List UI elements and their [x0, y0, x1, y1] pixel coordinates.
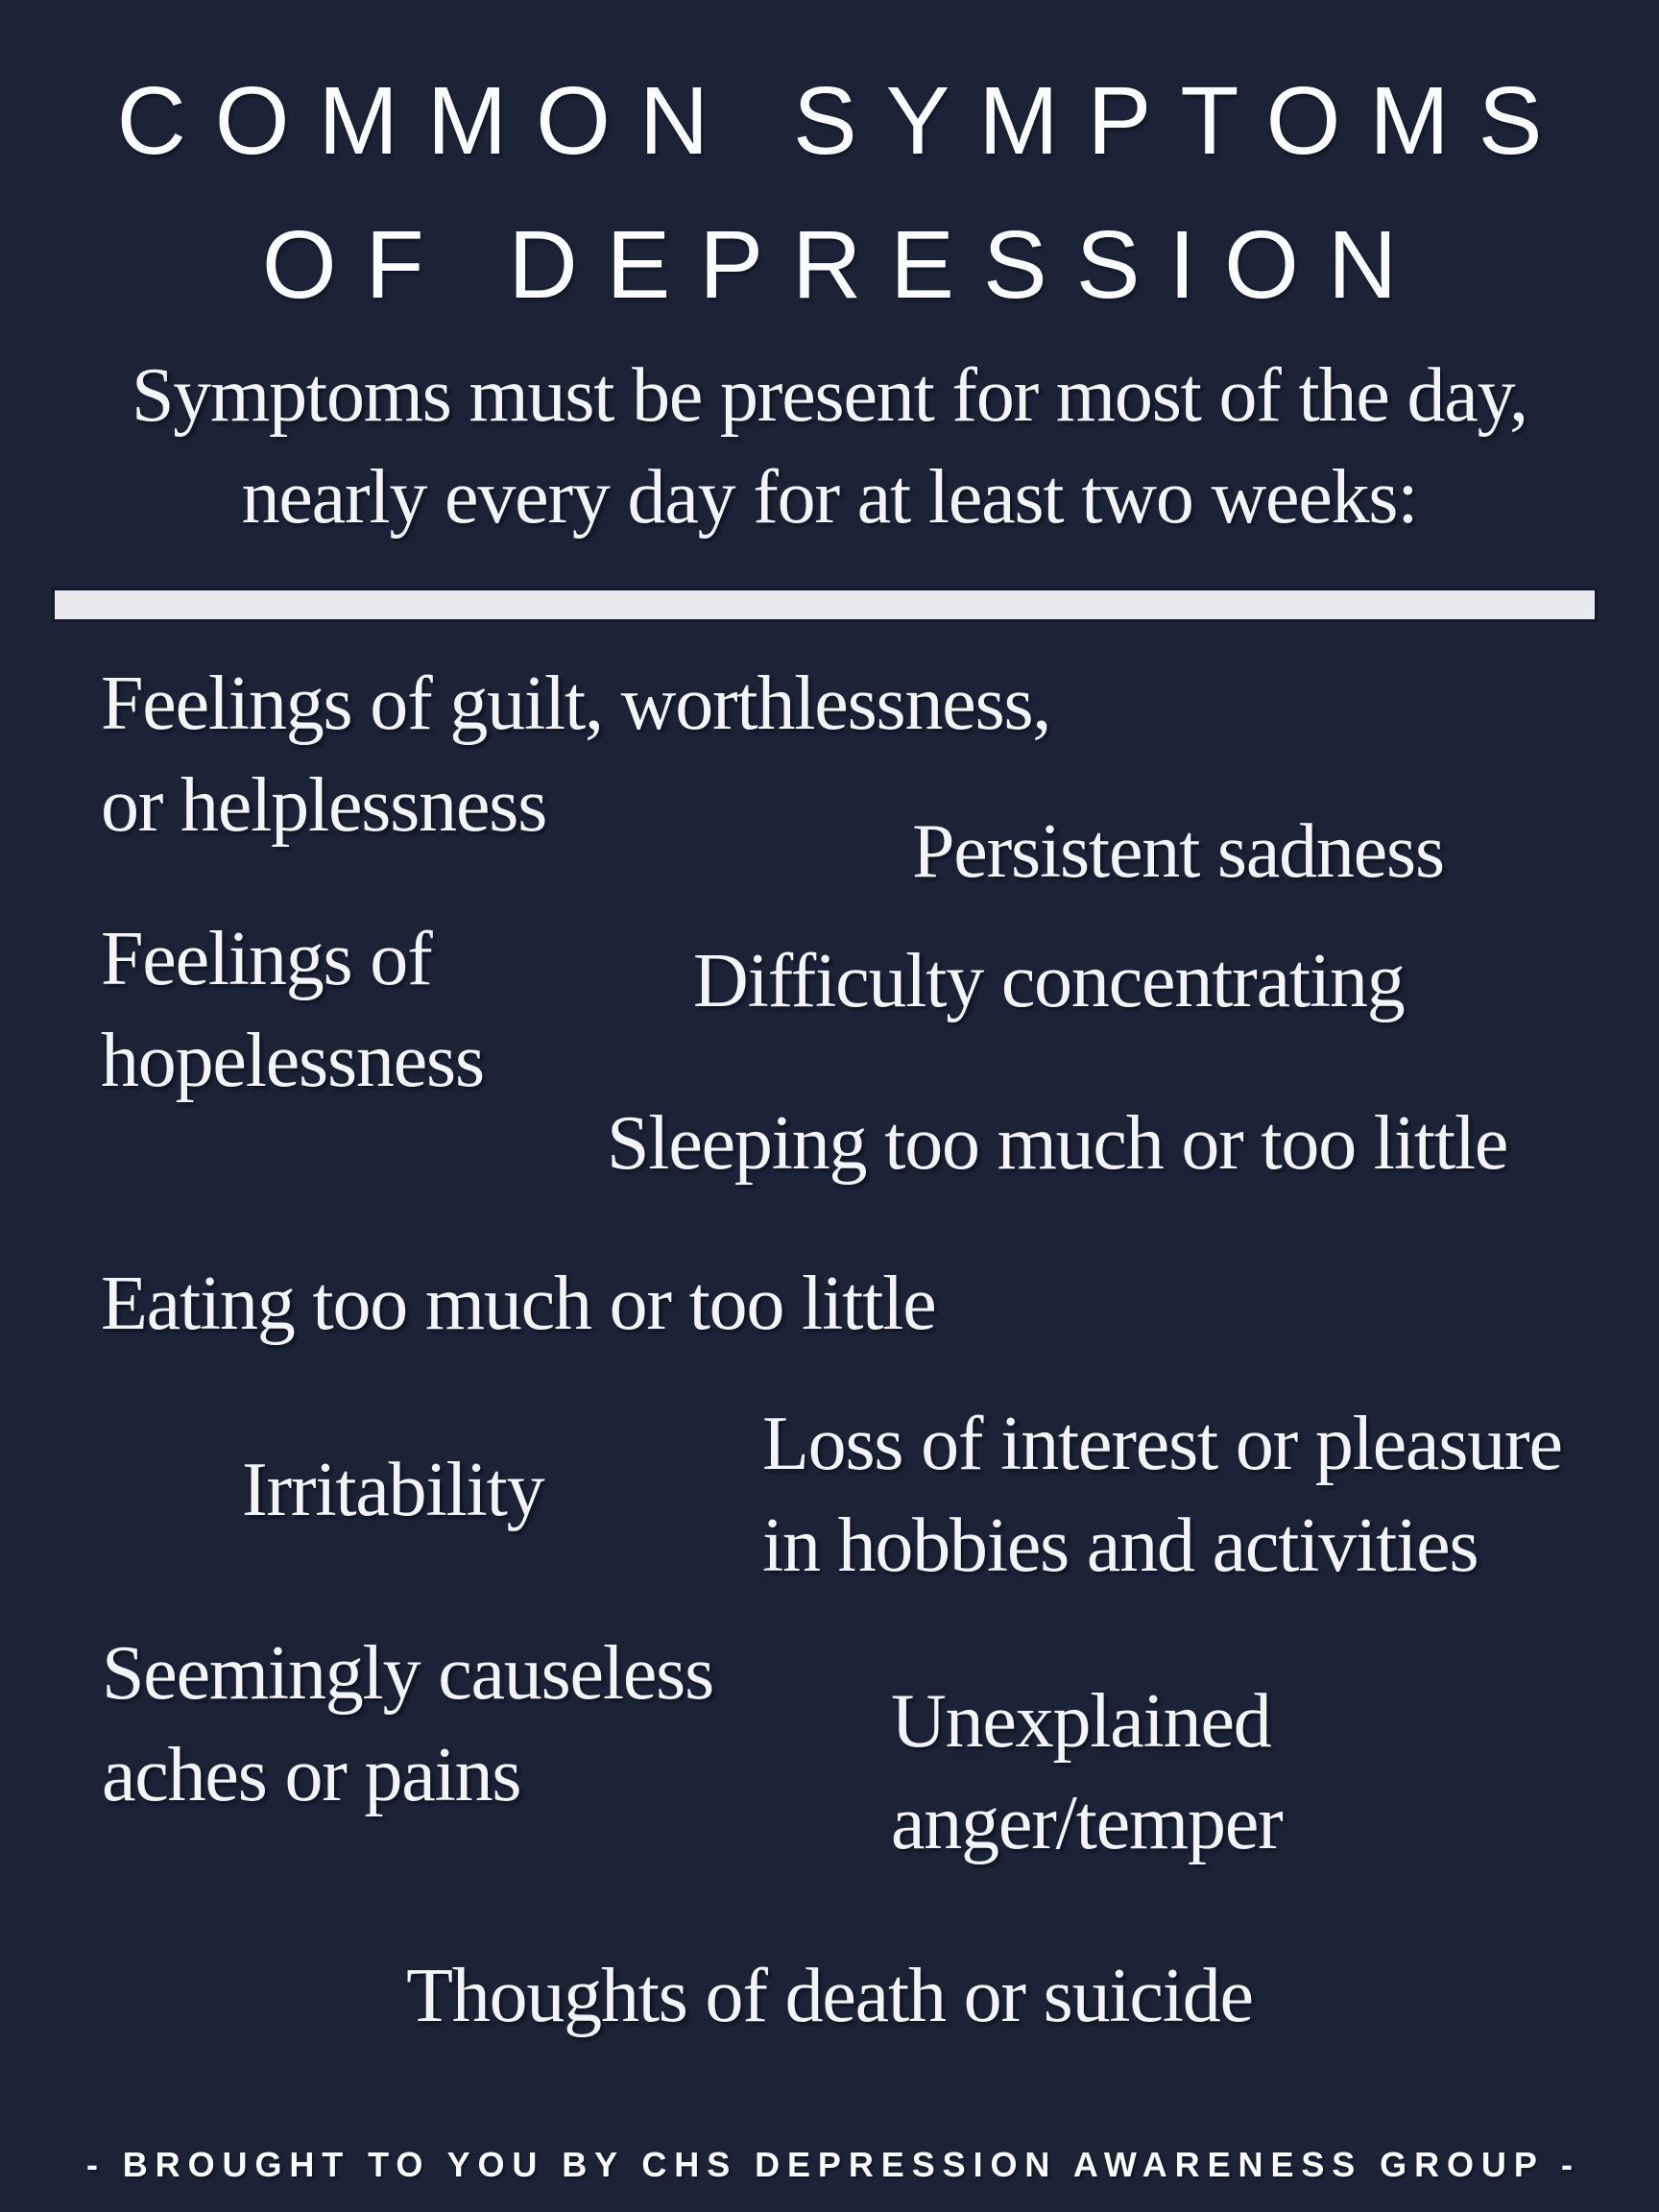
subtitle: [0, 345, 1659, 548]
symptom-line: aches or pains: [102, 1733, 521, 1817]
title-line-1: COMMON SYMPTOMS: [116, 67, 1572, 175]
symptom-line: Irritability: [242, 1448, 544, 1532]
symptom-line: in hobbies and activities: [762, 1503, 1479, 1588]
symptom-unexplained-anger-temper: [891, 1671, 1283, 1874]
symptom-line: Persistent sadness: [912, 809, 1444, 894]
symptom-difficulty-concentrating: [693, 930, 1405, 1032]
symptom-line: Eating too much or too little: [101, 1262, 936, 1346]
symptom-irritability: [242, 1439, 543, 1541]
symptom-causeless-aches-or-pains: [102, 1623, 713, 1826]
subtitle-line-2: nearly every day for at least two weeks:: [241, 455, 1418, 540]
symptom-sleeping-too-much-or-too-little: [607, 1093, 1507, 1194]
symptom-line: Feelings of guilt, worthlessness,: [101, 661, 1051, 746]
page-title: [0, 49, 1659, 337]
footer-credit: - BROUGHT TO YOU BY CHS DEPRESSION AWARENESS GROUP -: [85, 2145, 1580, 2184]
symptom-line: Sleeping too much or too little: [607, 1101, 1508, 1186]
title-line-2: OF DEPRESSION: [261, 211, 1427, 319]
symptom-line: hopelessness: [101, 1019, 484, 1103]
symptom-line: or helplessness: [101, 763, 547, 848]
symptom-line: Difficulty concentrating: [693, 939, 1405, 1023]
symptom-loss-of-interest: [762, 1393, 1562, 1597]
symptom-thoughts-of-death-or-suicide: [0, 1945, 1659, 2047]
divider-bar: [55, 590, 1595, 619]
symptom-eating-too-much-or-too-little: [101, 1253, 936, 1355]
symptom-hopelessness: [101, 908, 484, 1112]
symptom-guilt-worthlessness-helplessness: [101, 653, 1050, 856]
symptom-line: Seemingly causeless: [102, 1631, 714, 1716]
symptom-line: Thoughts of death or suicide: [406, 1954, 1253, 2038]
symptom-line: Loss of interest or pleasure: [762, 1402, 1562, 1486]
symptom-line: Feelings of: [101, 917, 432, 1001]
symptom-line: Unexplained: [891, 1679, 1271, 1764]
symptom-persistent-sadness: [912, 801, 1444, 902]
symptom-line: anger/temper: [891, 1781, 1283, 1865]
subtitle-line-1: Symptoms must be present for most of the day,: [132, 353, 1527, 438]
